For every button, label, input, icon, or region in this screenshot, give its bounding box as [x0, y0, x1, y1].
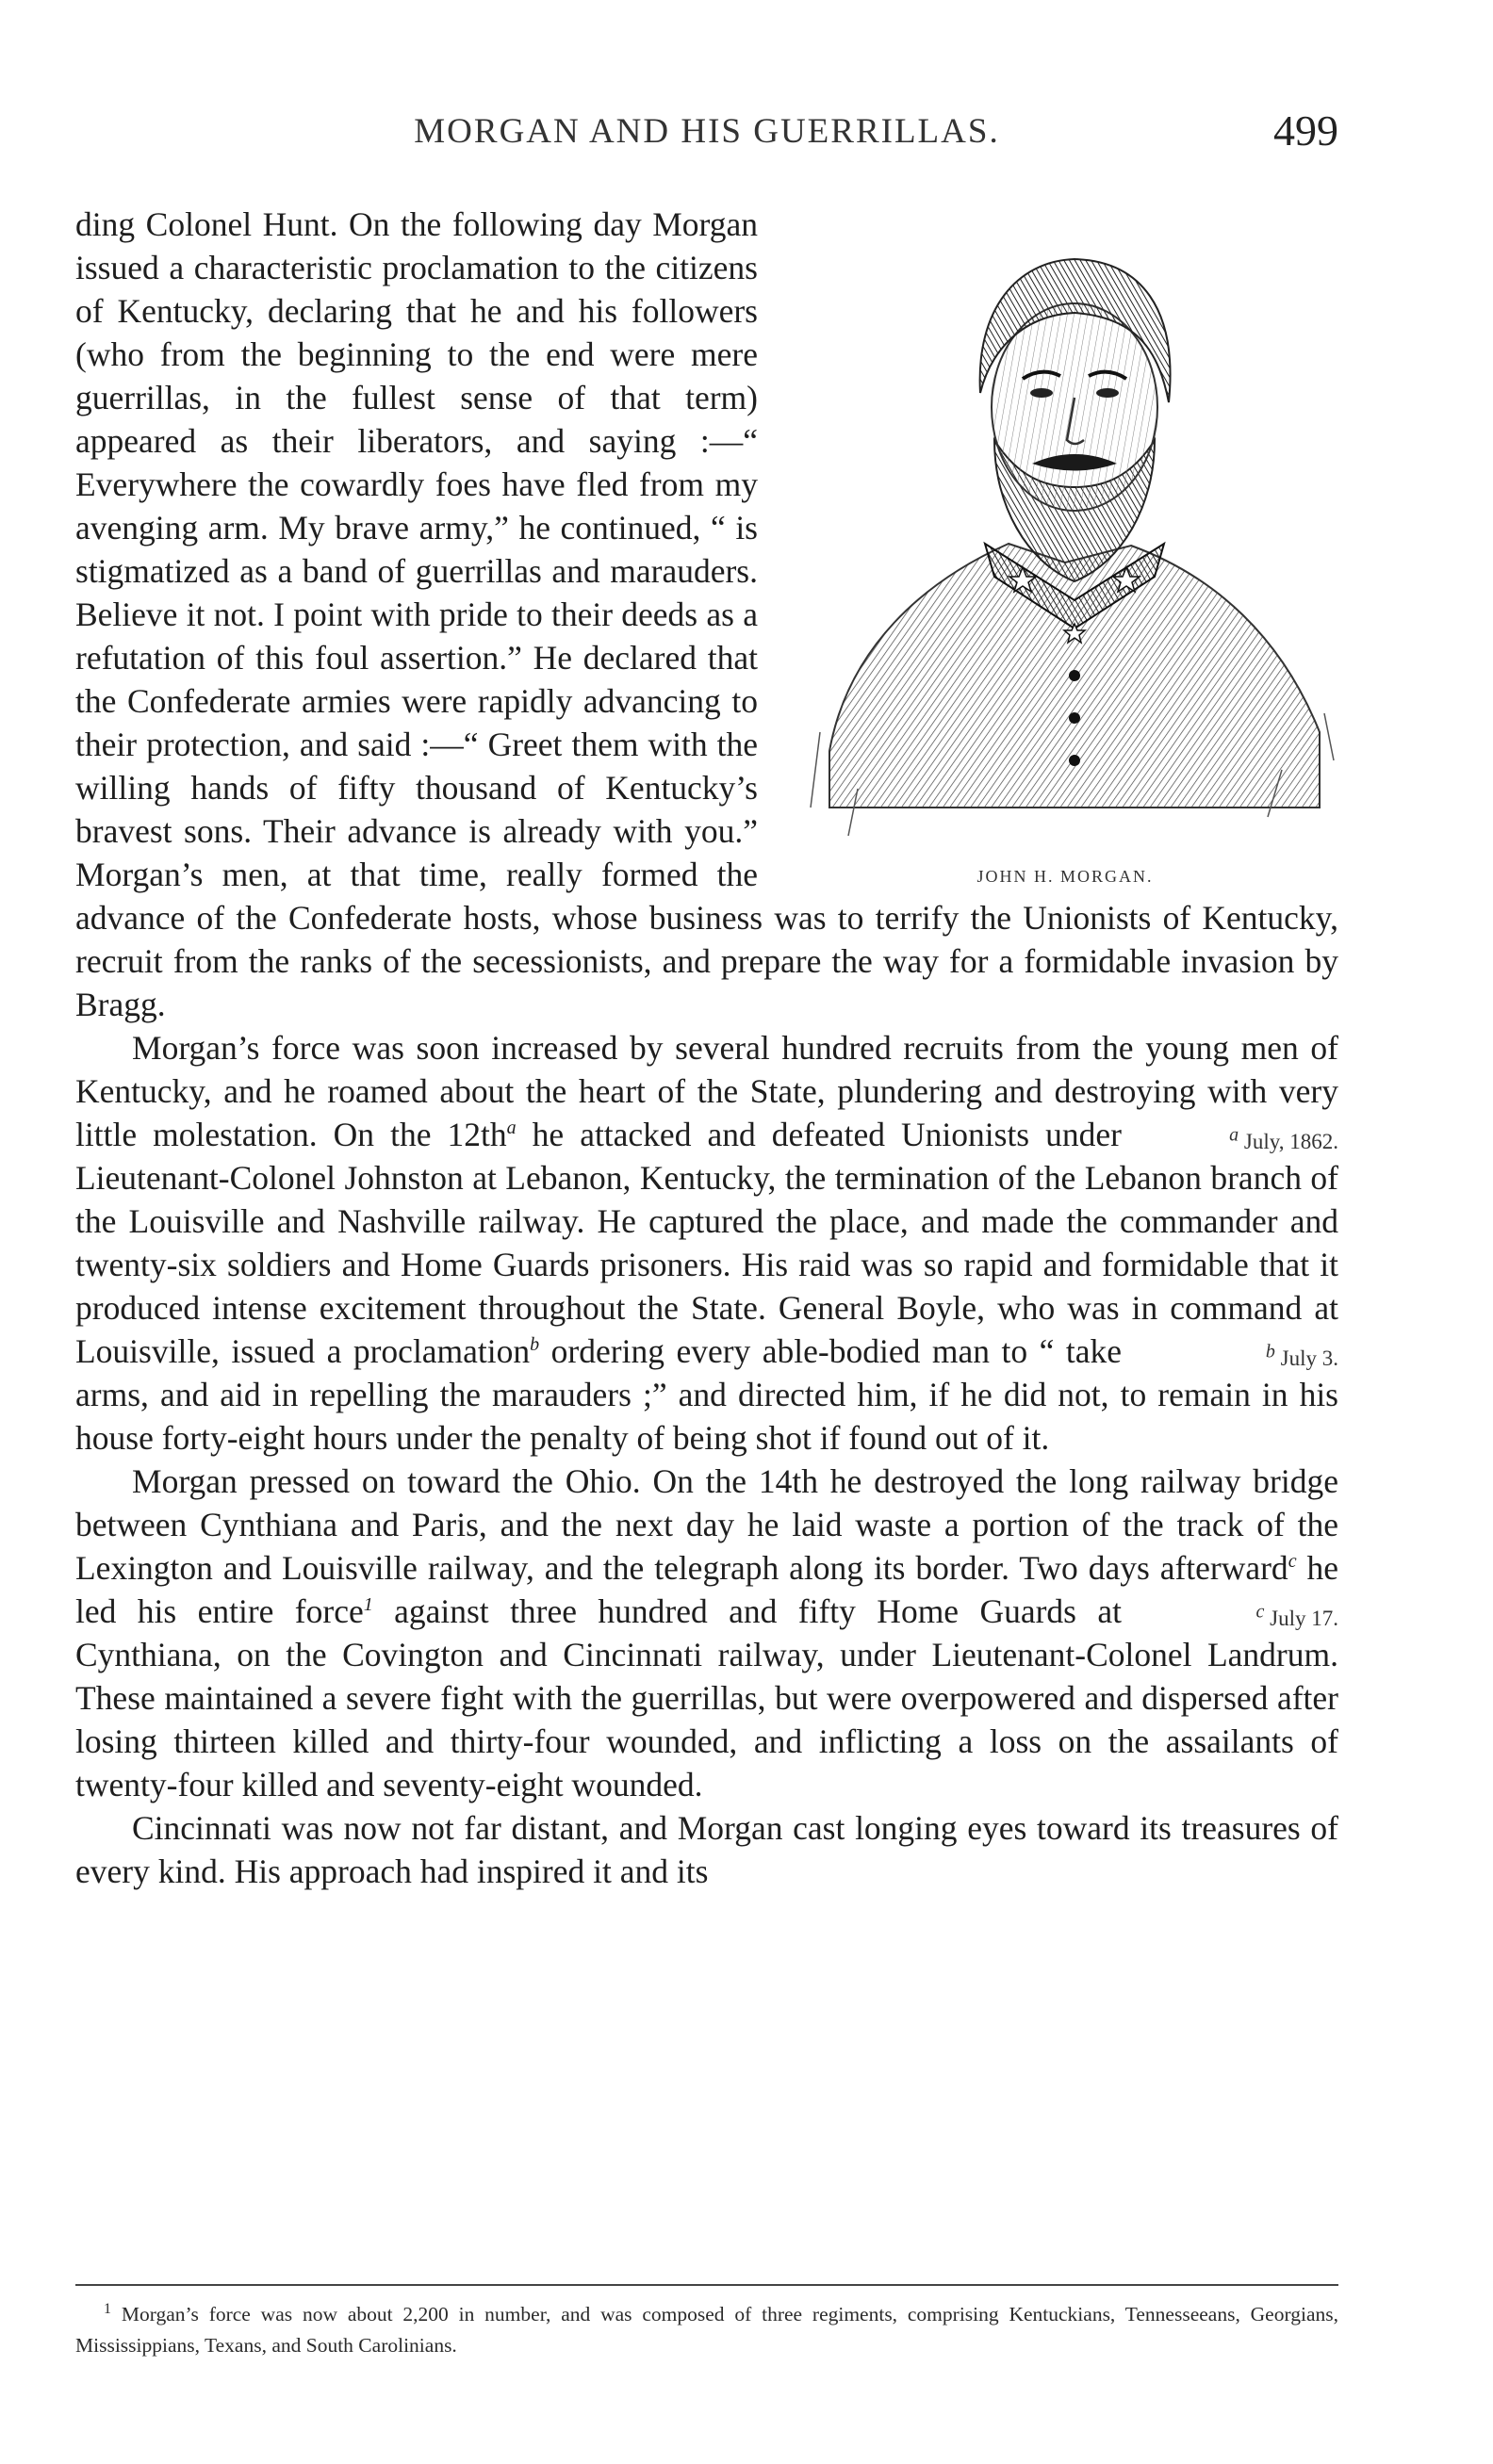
sidenote-b: [1140, 1341, 1338, 1373]
paragraph-2-text-2: he attacked and defeated Unionists under Lieutenant-Colonel Johnston at Lebanon, Kentucky, the termination of the Lebanon branch of the Louisville and Nashville railway. He captured the place, and made the commander and twenty-six soldiers and Home Guards prisoners. His raid was so rapid and formidable that it produced intense excitement throughout the State. General Boyle, who was in command at Louisville, issued a proclamation: [75, 1116, 1338, 1370]
figure-caption: JOHN H. MORGAN.: [976, 867, 1154, 886]
ref-b: b: [530, 1334, 540, 1356]
paragraph-3-text-3: against three hundred and fifty Home Guards at Cynthiana, on the Covington and Cincinnati railway, under Lieutenant-Colonel Landrum. These maintained a severe fight with the guerrillas, but were overpowered and dispersed after losing thirteen killed and thirty-four wounded, and inflicting a loss on the assailants of twenty-four killed and seventy-eight wounded.: [75, 1592, 1338, 1803]
footnote-rule: [75, 2284, 1338, 2286]
paragraph-4: [75, 1806, 1338, 1893]
sidenote-a: [1140, 1124, 1338, 1156]
footnote-text: Morgan’s force was now about 2,200 in number, and was composed of three regiments, comprising Kentuckians, Tennesseeans, Georgians, Mississippians, Texans, and South Carolinians.: [75, 2303, 1339, 2358]
paragraph-4-text: Cincinnati was now not far distant, and Morgan cast longing eyes toward its treasures of every kind. His approach had inspired it and its: [75, 1809, 1338, 1890]
paragraph-1-text: ding Colonel Hunt. On the following day Morgan issued a characteristic proclamation to the citizens of Kentucky, declaring that he and his followers (who from the beginning to the end were mere guerrillas, in the fullest sense of that term) appeared as their liberators, and saying :—“ Everywhere the cowardly foes have fled from my avenging arm. My brave army,” he continued, “ is stigmatized as a band of guerrillas and marauders. Believe it not. I point with pride to their deeds as a refutation of this foul assertion.” He declared that the Confederate armies were rapidly advancing to their protection, and said :—“ Greet them with the willing hands of fifty thousand of Kentucky’s bravest sons. Their advance is already with you.” Morgan’s men, at that time, really formed the advance of the Confederate hosts, whose business was to terrify the Unionists of Kentucky, recruit from the ranks of the secessionists, and prepare the way for a formidable invasion by Bragg.: [75, 205, 1338, 1023]
footnote-marker: 1: [104, 2301, 111, 2317]
body-text: [75, 203, 1338, 1893]
running-head: MORGAN AND HIS GUERRILLAS.: [414, 112, 1000, 151]
sidenote-a-text: July, 1862.: [1243, 1130, 1338, 1153]
paragraph-2: [75, 1026, 1338, 1460]
footnote: [75, 2293, 1338, 2361]
ref-c: c: [1288, 1551, 1297, 1573]
paragraph-3-text-2: he led his entire force: [75, 1549, 1338, 1630]
sidenote-b-text: July 3.: [1280, 1346, 1338, 1370]
page-header: [75, 106, 1338, 168]
sidenote-c-text: July 17.: [1270, 1607, 1338, 1630]
paragraph-3-text-1: Morgan pressed on toward the Ohio. On the 14th he destroyed the long railway bridge between Cynthiana and Paris, and the next day he laid waste a portion of the track of the Lexington and Louisville railway, and the telegraph along its border. Two days afterward: [75, 1462, 1338, 1587]
page-number: 499: [1273, 106, 1338, 155]
paragraph-2-text-1: Morgan’s force was soon increased by several hundred recruits from the young men of Kentucky, and he roamed about the heart of the State, plundering and destroying with very little molestation. On the 12th: [75, 1029, 1338, 1153]
sidenote-a-letter: a: [1229, 1124, 1239, 1146]
sidenote-b-letter: b: [1265, 1341, 1275, 1363]
portrait-engraving: [792, 204, 1338, 845]
portrait-figure: [792, 204, 1338, 892]
sidenote-c-letter: c: [1255, 1601, 1265, 1623]
paragraph-3: [75, 1460, 1338, 1806]
paragraph-2-text-3: ordering every able-bodied man to “ take arms, and aid in repelling the marauders ;” and directed him, if he did not, to remain in his house forty-eight hours under the penalty of being shot if found out of it.: [75, 1332, 1338, 1457]
ref-footnote-1: 1: [363, 1594, 373, 1616]
sidenote-c: [1140, 1601, 1338, 1633]
ref-a: a: [506, 1118, 517, 1139]
